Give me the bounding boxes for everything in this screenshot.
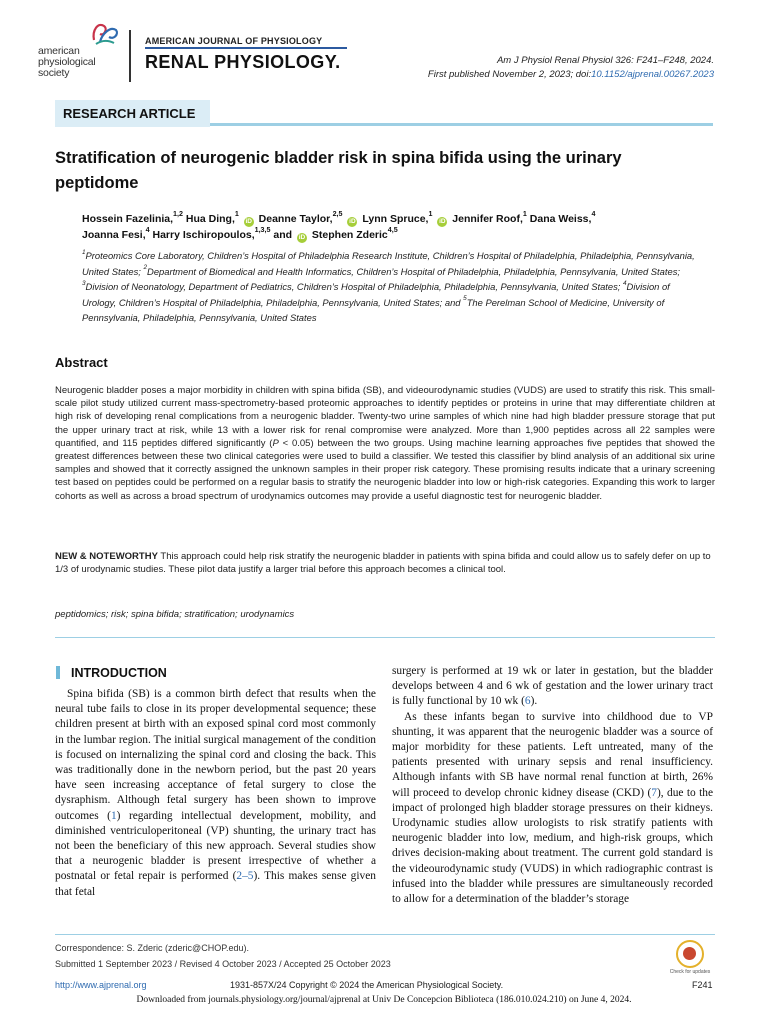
article-type-rule [210,123,713,126]
affiliation-number: 1 [82,248,86,256]
published-line [428,68,714,82]
intro-paragraph-1-cont [392,664,713,710]
society-name-line3: society [38,67,70,79]
affiliation-text: Division of Urology, Children’s Hospital of Philadelphia, Philadelphia, Pennsylvania, United States; and [82,281,670,308]
author-affiliation-number: 2,5 [332,210,343,219]
reference-link[interactable]: 2–5 [236,870,254,883]
footer-divider [55,934,715,935]
correspondence-line: Correspondence: S. Zderic (zderic@CHOP.edu). [55,943,250,953]
orcid-icon[interactable]: iD [245,218,252,225]
intro-p1-text-b: ) regarding intellectual development, mobility, and diminished ventriculoperitoneal (VP) shunting, the urinary tract has not been the beneficiary of this new approach. Several studies show that a neurogenic bladder is present irrespective of whether a postnatal or fetal repair is performed ( [55,809,377,883]
check-for-updates-label[interactable]: Check for updates [669,969,711,975]
affiliation-text: The Perelman School of Medicine, University of Pennsylvania, Philadelphia, Pennsylvania, United States [82,296,665,323]
author-name[interactable] [311,226,398,241]
affiliation-number: 2 [143,264,148,272]
affiliation-text: Department of Biomedical and Health Informatics, Children’s Hospital of Philadelphia, Philadelphia, Pennsylvania, United States; [147,265,680,277]
introduction-heading: INTRODUCTION [71,666,167,680]
citation-block [428,54,714,82]
author-affiliation-number: 4 [145,226,150,235]
intro-p3-text-b: ), due to the impact of prolonged high bladder storage pressures on their kidneys. Urodynamic studies allow urologists to risk stratify patients with neurogenic bladder into low, medium, and high-risk groups, which drives decision-making about treatment. The current gold standard is the videourodynamic study (VUDS) in which radiographic contrast is infused into the bladder while pressures are simultaneously recorded to allow for a determination of the bladder’s storage [392,786,713,906]
abstract-text [55,384,715,503]
orcid-icon[interactable]: iD [439,218,446,225]
journal-rule [145,47,347,49]
new-noteworthy-text: This approach could help risk stratify the neurogenic bladder in patients with spina bifida and could allow us to safely defer on up to 1/3 of urodynamic studies. These pilot data justify a larger trial before this approach becomes a clinical tool. [55,551,711,576]
section-divider [55,637,715,638]
published-text: First published November 2, 2023; doi: [427,69,592,80]
citation-line: Am J Physiol Renal Physiol 326: F241–F248, 2024. [496,55,714,66]
author-name-text: Jennifer Roof, [452,213,523,225]
author-name[interactable] [152,226,271,241]
author-name-text: Joanna Fesi, [82,229,146,241]
new-noteworthy [55,550,715,576]
author-affiliation-number: 1 [234,210,239,219]
author-affiliation-number: 1,2 [173,210,183,219]
author-name-text: Lynn Spruce, [362,213,429,225]
doi-link[interactable]: 10.1152/ajprenal.00267.2023 [591,69,714,80]
intro-p1-text-c: ). This makes sense given that fetal [55,870,376,898]
author-name[interactable] [185,210,239,225]
submission-dates: Submitted 1 September 2023 / Revised 4 October 2023 / Accepted 25 October 2023 [55,958,391,969]
keywords: peptidomics; risk; spina bifida; stratification; urodynamics [55,609,295,620]
affiliations [82,248,702,326]
intro-p3-text-a: As these infants began to survive into childhood due to VP shunting, it was apparent that the neurogenic bladder was a source of major morbidity for these patients. Left untreated, many of the patients presented with urinary sepsis and renal insufficiency. Although infants with SB have normal renal function at birth, 26% will proceed to develop chronic kidney disease (CKD) ( [392,710,713,799]
affiliation-number: 5 [463,295,467,303]
affiliation-number: 4 [623,279,627,287]
author-affiliation-number: 1,3,5 [254,226,271,235]
society-name-line1: american [38,45,80,57]
reference-link[interactable]: 7 [651,786,657,799]
journal-url-link[interactable]: http://www.ajprenal.org [55,980,147,990]
abstract-heading: Abstract [55,355,108,370]
journal-series-name: AMERICAN JOURNAL OF PHYSIOLOGY [145,36,323,46]
download-notice: Downloaded from journals.physiology.org/journal/ajprenal at Univ De Concepcion Biblioteca (186.010.024.210) on June 4, 2024. [136,995,632,1005]
author-name[interactable] [452,210,527,225]
intro-p1-text-a: Spina bifida (SB) is a common birth defect that results when the neural tube fails to close in its proper developmental sequence; these children present at birth with an exposed spinal cord most commonly in the lumbar region. The initial surgical management of the condition is focused on internalizing the spinal cord and closing the back. This was traditionally done in the newborn period, but the past 20 years have seen increasing acceptance of fetal surgery to close the dysraphism. Although fetal surgery has been shown to improve outcomes ( [55,688,376,822]
reference-link[interactable]: 1 [110,809,117,822]
header-divider [129,30,131,82]
intro-paragraph-2 [392,710,713,908]
page-number: F241 [692,980,713,990]
correspondence-block [55,941,391,972]
reference-link[interactable]: 6 [524,695,531,708]
author-name-text: Hossein Fazelinia, [82,213,174,225]
author-list [82,211,702,243]
affiliation-text: Proteomics Core Laboratory, Children’s Hospital of Philadelphia Research Institute, Children’s Hospital of Philadelphia, Philadelphia, Pennsylvania, United States; [82,250,695,277]
orcid-icon[interactable]: iD [298,234,306,241]
author-name[interactable] [82,210,183,225]
affiliation-number: 3 [82,279,86,287]
intro-p2-text-b: ). [530,695,538,708]
new-noteworthy-label: NEW & NOTEWORTHY [55,551,158,562]
article-title: Stratification of neurogenic bladder risk in spina bifida using the urinary peptidome [55,149,622,192]
author-name[interactable] [529,210,596,225]
article-type-label: RESEARCH ARTICLE [63,106,196,121]
body-column-right [392,664,713,907]
body-column-left [55,687,376,900]
author-affiliation-number: 4 [591,210,596,219]
check-for-updates-icon[interactable] [676,940,704,968]
author-name-text: Harry Ischiropoulos, [152,229,255,241]
intro-paragraph-1 [55,687,376,900]
author-name[interactable] [362,210,433,225]
p-value-symbol: P [272,437,279,449]
author-conjunction: and [273,229,293,241]
society-logo-icon [90,20,120,46]
intro-p2-text-a: surgery is performed at 19 wk or later in gestation, but the bladder develops between 4 and 6 wk of gestation and the lower urinary tract is fully functional by 10 wk ( [392,665,713,708]
author-affiliation-number: 4,5 [387,226,398,235]
affiliation-text: Division of Neonatology, Department of Pediatrics, Children’s Hospital of Philadelphia, Philadelphia, Pennsylvania, United States; [85,281,623,292]
copyright-line: 1931-857X/24 Copyright © 2024 the American Physiological Society. [230,980,504,990]
abstract-part1: Neurogenic bladder poses a major morbidity in children with spina bifida (SB), and videourodynamic studies (VUDS) are used to stratify this risk. This small-scale pilot study utilized current mass-spectrometry-based proteomic approaches to identify peptides or proteins in urine that may differentiate children at high risk of developing renal complications from a neurogenic bladder. Twenty-two urine samples of which nine had high bladder pressure storage that put the upper urinary tract at risk, while 13 with a lower risk for renal compromise were analyzed. More than 1,900 peptides across all 22 samples were quantified, and 115 peptides differed significantly ( [55,385,715,449]
orcid-icon[interactable]: iD [349,218,356,225]
section-marker [56,666,60,679]
author-affiliation-number: 1 [522,210,527,219]
author-affiliation-number: 1 [428,210,433,219]
author-name-text: Hua Ding, [185,213,235,225]
author-name[interactable] [258,210,343,225]
abstract-part2: < 0.05) between the two groups. Using machine learning approaches five peptides that showed the greatest differences between these two clinical categories were used to build a classifier. We tested this classifier by blind analysis of an additional six urine samples and showed that it correctly assigned the unknown samples in their proper risk category. These promising results indicate that a urinary screening test based on peptides could be performed on a regular basis to stratify the neurogenic bladder into low or high-risk categories. Expanding this work to larger cohorts as well as across a broad spectrum of urodynamics outcomes may provide a useful diagnostic test for neurogenic bladder. [55,437,716,502]
journal-name: RENAL PHYSIOLOGY. [145,52,341,72]
author-name[interactable] [82,226,150,241]
society-logo [38,20,128,84]
society-name-line2: physiological [38,56,96,68]
author-name-text: Deanne Taylor, [258,213,333,225]
author-name-text: Dana Weiss, [529,213,592,225]
author-name-text: Stephen Zderic [311,229,388,241]
